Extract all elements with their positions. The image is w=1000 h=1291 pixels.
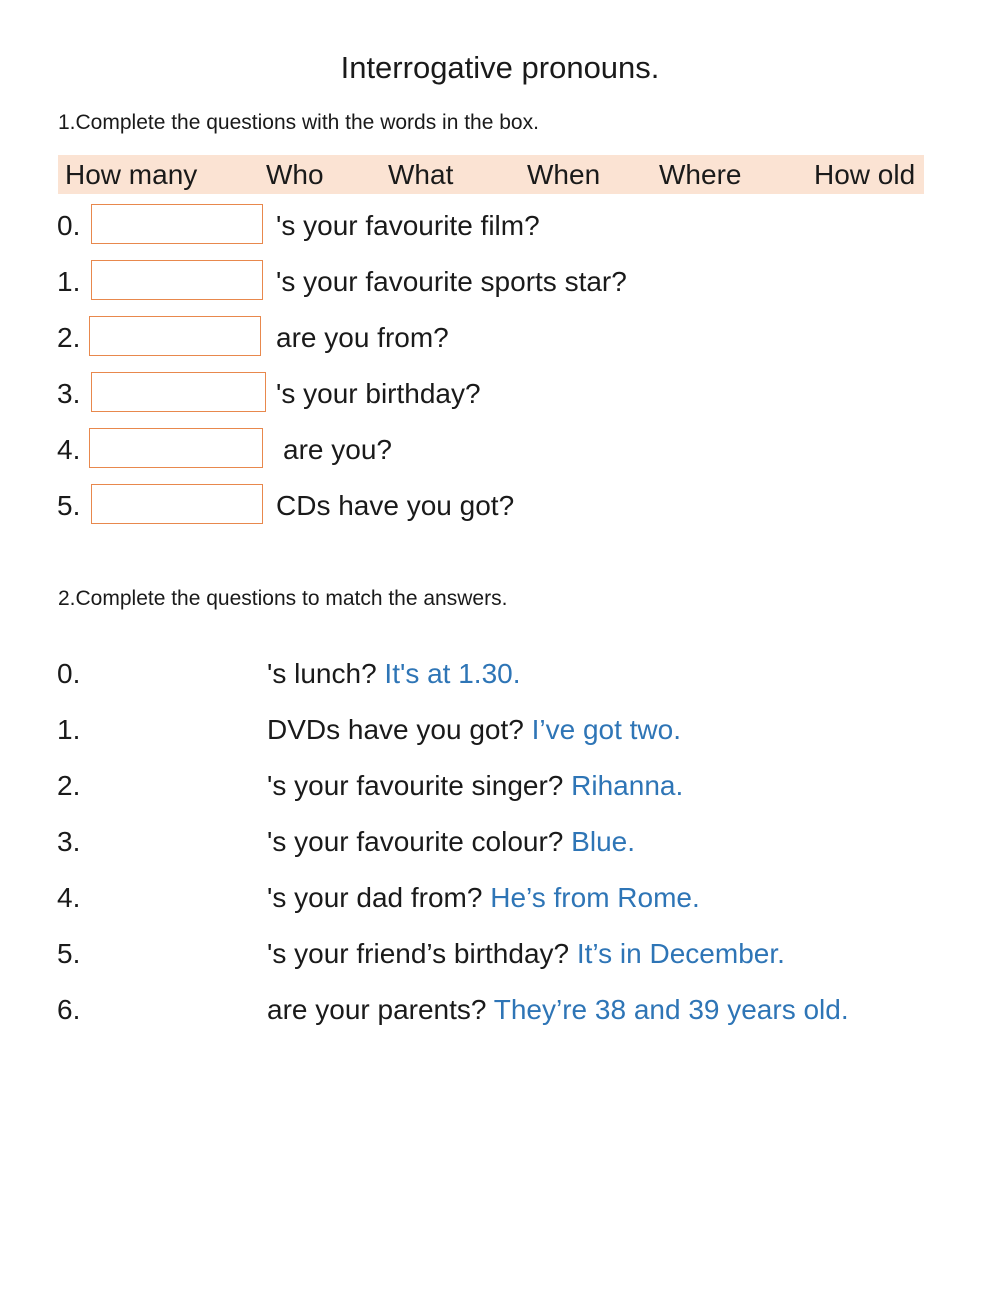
exercise2-item-5: [0, 932, 1000, 976]
item-number: 3.: [57, 378, 81, 409]
page-title: Interrogative pronouns.: [340, 50, 660, 85]
exercise2-item-2: [0, 764, 1000, 808]
exercise2-item-4: [0, 876, 1000, 920]
question-line: [267, 938, 785, 970]
exercise2-item-1: [0, 708, 1000, 752]
answer-input-5[interactable]: [91, 484, 263, 524]
question-text: 's your favourite colour?: [267, 826, 564, 857]
answer-input-0[interactable]: [91, 204, 263, 244]
question-text: are you?: [283, 434, 392, 465]
question-line: [267, 826, 635, 858]
word-when: When: [527, 159, 601, 190]
item-number: 4.: [57, 434, 81, 465]
word-how-many: How many: [65, 159, 198, 190]
item-number: 0.: [57, 210, 81, 241]
item-number: 5.: [57, 938, 81, 969]
item-number: 1.: [57, 714, 81, 745]
question-text: 's your birthday?: [276, 378, 481, 409]
answer-text: He’s from Rome.: [490, 882, 700, 913]
exercise1-item-2: [0, 316, 1000, 360]
item-number: 0.: [57, 658, 81, 689]
exercise2-item-3: [0, 820, 1000, 864]
exercise1-item-0: [0, 204, 1000, 248]
word-where: Where: [659, 159, 742, 190]
question-text: CDs have you got?: [276, 490, 515, 521]
exercise1-item-4: [0, 428, 1000, 472]
question-text: 's your favourite sports star?: [276, 266, 627, 297]
question-text: are your parents?: [267, 994, 487, 1025]
exercise2-item-0: [0, 652, 1000, 696]
exercise2-instruction: 2.Complete the questions to match the answers.: [58, 587, 508, 610]
question-text: DVDs have you got?: [267, 714, 524, 745]
word-how-old: How old: [814, 159, 916, 190]
answer-text: It's at 1.30.: [384, 658, 521, 689]
exercise1-instruction: 1.Complete the questions with the words in the box.: [58, 111, 539, 134]
item-number: 2.: [57, 770, 81, 801]
exercise1-item-5: [0, 484, 1000, 528]
answer-text: I’ve got two.: [531, 714, 681, 745]
item-number: 6.: [57, 994, 81, 1025]
item-number: 3.: [57, 826, 81, 857]
question-text: 's your friend’s birthday?: [267, 938, 570, 969]
answer-input-1[interactable]: [91, 260, 263, 300]
answer-text: Blue.: [571, 826, 635, 857]
question-text: are you from?: [276, 322, 449, 353]
item-number: 4.: [57, 882, 81, 913]
answer-text: They’re 38 and 39 years old.: [493, 994, 849, 1025]
question-line: [267, 658, 521, 690]
answer-input-2[interactable]: [89, 316, 261, 356]
question-text: 's your favourite singer?: [267, 770, 564, 801]
question-line: [267, 770, 683, 802]
question-text: 's your favourite film?: [276, 210, 540, 241]
word-box: [58, 155, 924, 194]
question-line: [267, 882, 700, 914]
answer-text: It’s in December.: [576, 938, 785, 969]
answer-text: Rihanna.: [571, 770, 684, 801]
item-number: 1.: [57, 266, 81, 297]
question-line: [267, 994, 849, 1026]
exercise1-item-3: [0, 372, 1000, 416]
question-line: [267, 714, 681, 746]
exercise1-item-1: [0, 260, 1000, 304]
answer-input-4[interactable]: [89, 428, 263, 468]
item-number: 5.: [57, 490, 81, 521]
question-text: 's lunch?: [267, 658, 377, 689]
exercise2-item-6: [0, 988, 1000, 1032]
question-text: 's your dad from?: [267, 882, 483, 913]
word-who: Who: [266, 159, 324, 190]
answer-input-3[interactable]: [91, 372, 266, 412]
item-number: 2.: [57, 322, 81, 353]
word-what: What: [388, 159, 454, 190]
